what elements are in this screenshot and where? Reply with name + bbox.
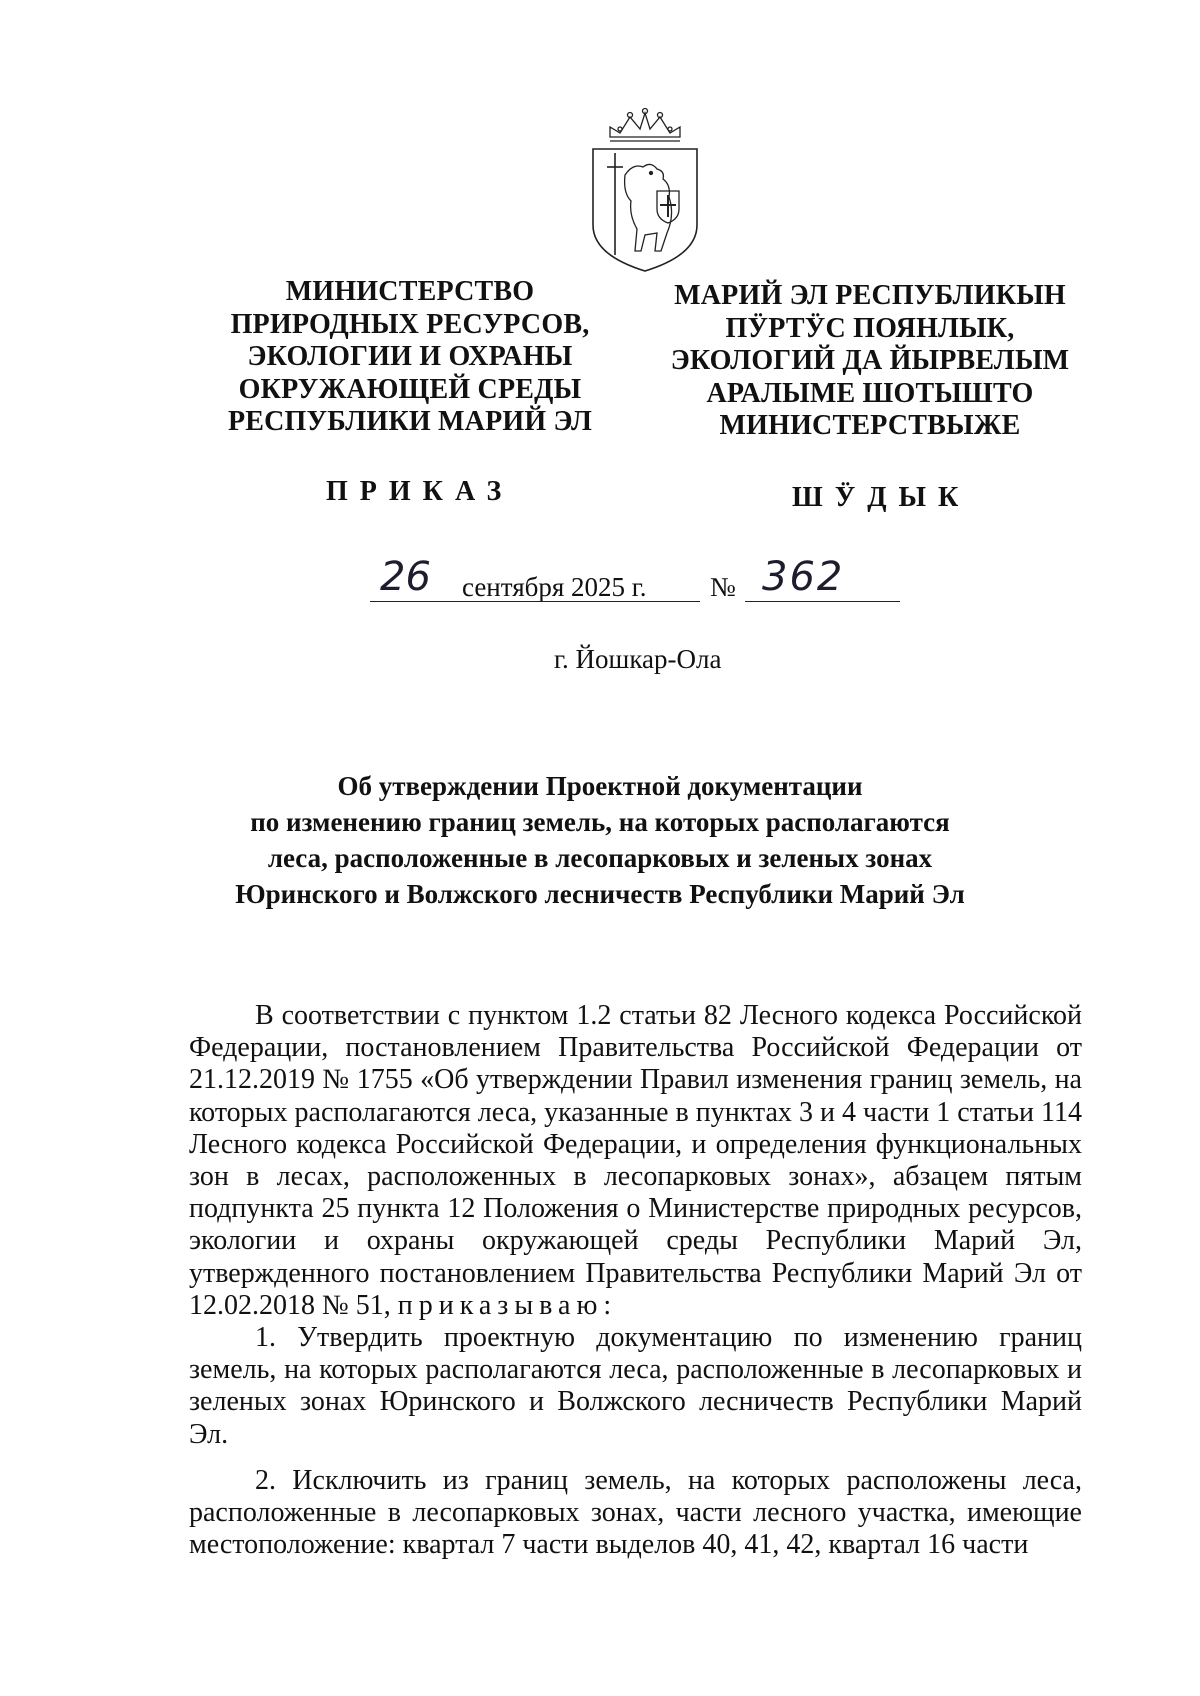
order-title-mari: ШӰДЫК: [792, 482, 971, 513]
order-title-russian: ПРИКАЗ: [326, 476, 514, 507]
header-right-line: АРАЛЫМЕ ШОТЫШТО: [706, 377, 1034, 409]
date-number-line: [370, 554, 910, 608]
handwritten-day: 26: [380, 554, 431, 600]
title-line: леса, расположенные в лесопарковых и зеленых зонах: [267, 843, 933, 873]
document-body: [189, 1000, 1082, 1561]
preamble-text: В соответствии с пунктом 1.2 статьи 82 Лесного кодекса Российской Федерации, постановлением Правительства Российской Федерации от 21.12.2019 № 1755 «Об утверждении Правил изменения границ земель, на которых располагаются леса, указанные в пунктах 3 и 4 части 1 статьи 114 Лесного кодекса Российской Федерации, и определения функциональных зон в лесах, расположенных в лесопарковых зонах», абзацем пятым подпункта 25 пункта 12 Положения о Министерстве природных ресурсов, экологии и охраны окружающей среды Республики Марий Эл, утвержденного постановлением Правительства Республики Марий Эл от 12.02.2018 № 51,: [189, 1000, 1082, 1321]
header-left-line: ОКРУЖАЮЩЕЙ СРЕДЫ: [238, 373, 582, 405]
body-paragraph-preamble: [189, 1000, 1082, 1322]
title-line: по изменению границ земель, на которых располагаются: [250, 807, 950, 837]
header-left-line: ЭКОЛОГИИ И ОХРАНЫ: [247, 341, 573, 372]
ministry-name-mari: [650, 280, 1090, 443]
document-title: [150, 768, 1050, 912]
body-paragraph-item-2: 2. Исключить из границ земель, на которых расположены леса, расположенные в лесопарковых зонах, части лесного участка, имеющие местоположение: квартал 7 части выделов 40, 41, 42, квартал 16 части: [189, 1464, 1082, 1561]
ministry-name-russian: [215, 276, 605, 439]
header-left-line: ПРИРОДНЫХ РЕСУРСОВ,: [230, 308, 590, 340]
title-line: Юринского и Волжского лесничеств Республики Марий Эл: [235, 879, 965, 909]
handwritten-number: 362: [762, 554, 845, 600]
header-left-line: МИНИСТЕРСТВО: [285, 276, 535, 307]
header-right-line: ЭКОЛОГИЙ ДА ЙЫРВЕЛЫМ: [670, 345, 1070, 376]
date-underline: [370, 601, 700, 602]
header-right-line: МИНИСТЕРСТВЫЖЕ: [719, 410, 1021, 441]
number-sign: №: [710, 572, 736, 602]
header-right-line: МАРИЙ ЭЛ РЕСПУБЛИКЫН: [674, 280, 1066, 311]
order-verb: приказываю:: [397, 1289, 618, 1321]
body-paragraph-item-1: 1. Утвердить проектную документацию по изменению границ земель, на которых располагаются леса, расположенные в лесопарковых и зеленых зонах Юринского и Волжского лесничеств Республики Марий Эл.: [189, 1322, 1082, 1450]
number-underline: [745, 601, 900, 602]
title-line: Об утверждении Проектной документации: [337, 771, 863, 801]
header-right-line: ПӰРТӰС ПОЯНЛЫК,: [725, 312, 1015, 344]
date-month-year: сентября 2025 г.: [462, 572, 647, 602]
city: г. Йошкар-Ола: [554, 644, 722, 674]
header-left-line: РЕСПУБЛИКИ МАРИЙ ЭЛ: [227, 406, 593, 437]
coat-of-arms-emblem: [585, 105, 705, 275]
